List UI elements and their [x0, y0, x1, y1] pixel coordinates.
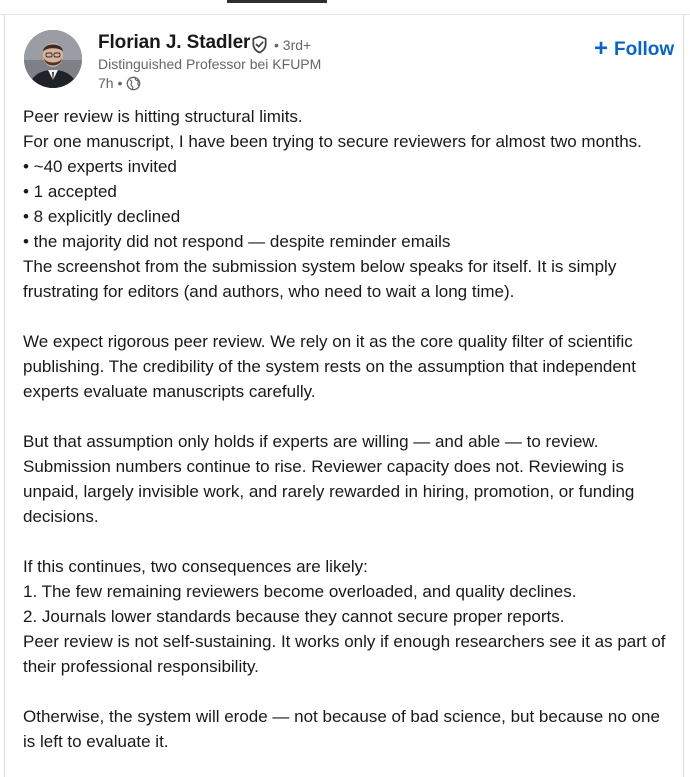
- post-bullet: • the majority did not respond — despite reminder emails: [23, 232, 451, 251]
- post-bullet: • ~40 experts invited: [23, 157, 177, 176]
- plus-icon: +: [594, 35, 609, 62]
- post-line: We expect rigorous peer review. We rely on it as the core quality filter of scientific: [23, 332, 633, 351]
- avatar[interactable]: [24, 30, 82, 88]
- post-line: is left to evaluate it.: [23, 732, 169, 751]
- post-numbered-item: 2. Journals lower standards because they cannot secure proper reports.: [23, 607, 565, 626]
- avatar-portrait-icon: [24, 30, 82, 88]
- post-line: The screenshot from the submission system below speaks for itself. It is simply: [23, 257, 617, 276]
- post-body: [23, 104, 673, 754]
- follow-button[interactable]: [590, 36, 678, 64]
- verified-shield-icon: [250, 35, 269, 54]
- post-bullet: • 1 accepted: [23, 182, 117, 201]
- post-line: their professional responsibility.: [23, 657, 259, 676]
- post-line: Submission numbers continue to rise. Reviewer capacity does not. Reviewing is: [23, 457, 624, 476]
- active-tab-indicator: [227, 0, 327, 3]
- paragraph-gap: [23, 679, 673, 704]
- post-line: experts evaluate manuscripts carefully.: [23, 382, 316, 401]
- post-bullet: • 8 explicitly declined: [23, 207, 181, 226]
- post-numbered-item: 1. The few remaining reviewers become overloaded, and quality declines.: [23, 582, 577, 601]
- post-line: For one manuscript, I have been trying to secure reviewers for almost two months.: [23, 132, 642, 151]
- post-line: But that assumption only holds if experts are willing — and able — to review.: [23, 432, 599, 451]
- post-time: 7h •: [98, 75, 123, 91]
- author-headline: Distinguished Professor bei KFUPM: [98, 56, 322, 72]
- post-line: Otherwise, the system will erode — not because of bad science, but because no one: [23, 707, 660, 726]
- paragraph-gap: [23, 529, 673, 554]
- globe-icon: [126, 76, 141, 91]
- paragraph-gap: [23, 404, 673, 429]
- post-line: Peer review is hitting structural limits.: [23, 107, 303, 126]
- post-meta: [98, 75, 141, 91]
- follow-label: Follow: [614, 39, 675, 60]
- post-line: publishing. The credibility of the system rests on the assumption that independent: [23, 357, 636, 376]
- post-line: Peer review is not self-sustaining. It works only if enough researchers see it as part of: [23, 632, 666, 651]
- post-line: decisions.: [23, 507, 99, 526]
- author-name[interactable]: Florian J. Stadler: [98, 32, 251, 53]
- post-line: frustrating for editors (and authors, who need to wait a long time).: [23, 282, 515, 301]
- post-line: If this continues, two consequences are likely:: [23, 557, 368, 576]
- post-line: unpaid, largely invisible work, and rarely rewarded in hiring, promotion, or funding: [23, 482, 635, 501]
- paragraph-gap: [23, 304, 673, 329]
- connection-degree: • 3rd+: [274, 37, 312, 53]
